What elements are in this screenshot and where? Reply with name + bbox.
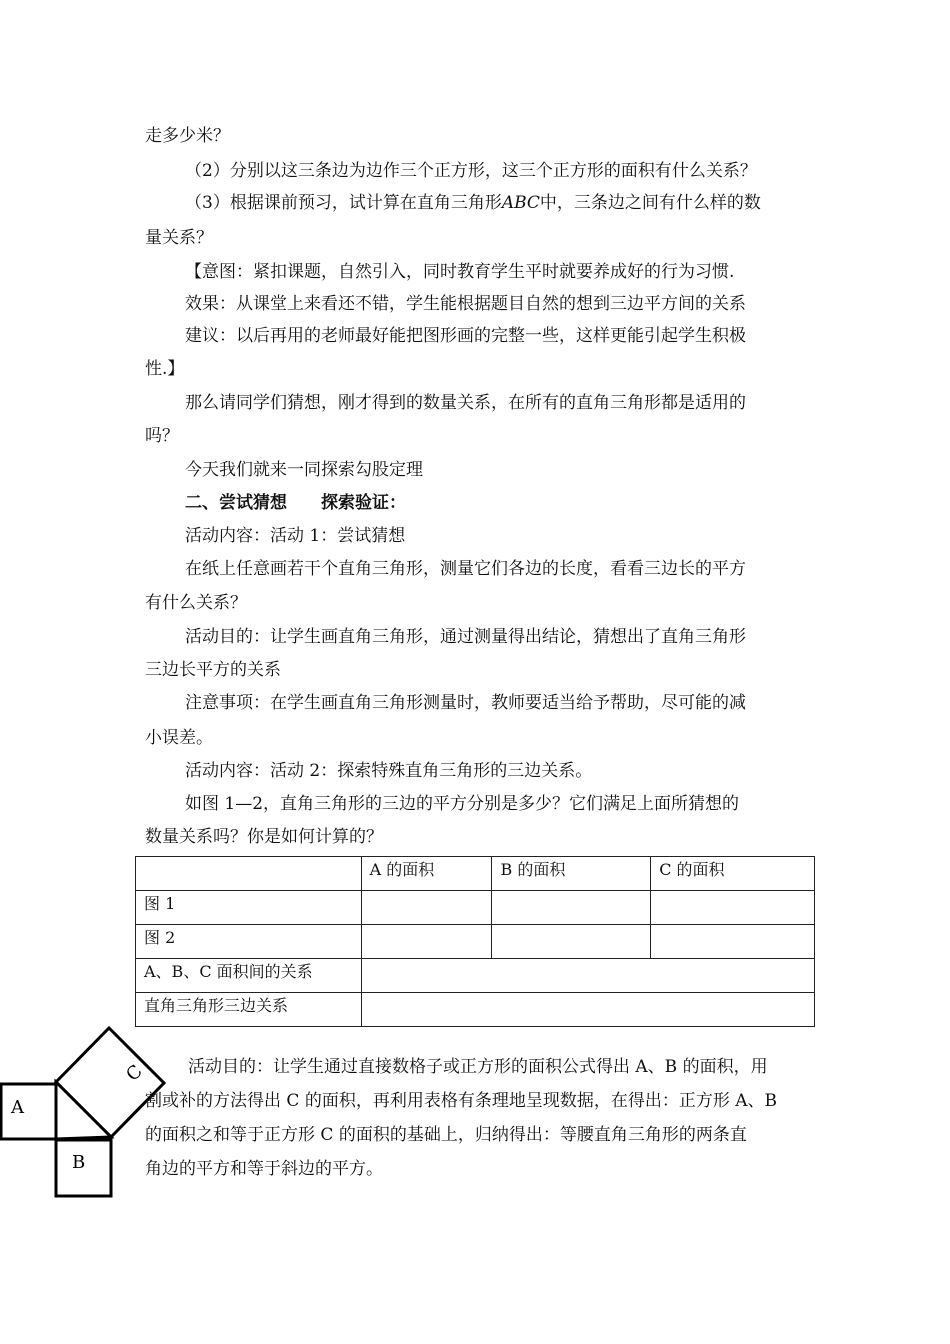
text-line: 今天我们就来一同探索勾股定理: [185, 460, 423, 480]
label-b: B: [72, 1152, 86, 1173]
table-row-label: 图 2: [136, 925, 362, 959]
text-line: 那么请同学们猜想，刚才得到的数量关系，在所有的直角三角形都是适用的: [185, 393, 746, 413]
label-a: A: [11, 1097, 24, 1118]
text-line: 有什么关系？: [145, 593, 247, 613]
text-line: 性.】: [145, 359, 185, 379]
table-cell[interactable]: [361, 925, 492, 959]
text-line: 数量关系吗？你是如何计算的？: [145, 827, 383, 847]
table-row: [136, 891, 815, 925]
text-line: 在纸上任意画若干个直角三角形，测量它们各边的长度，看看三边长的平方: [185, 559, 746, 579]
table-cell[interactable]: [492, 891, 651, 925]
text-line: 效果：从课堂上来看还不错，学生能根据题目自然的想到三边平方间的关系: [185, 294, 746, 314]
text-line: 走多少米？: [145, 126, 230, 146]
text-line: 吗？: [145, 426, 179, 446]
square-a: [1, 1084, 56, 1139]
table-row: [136, 993, 815, 1027]
text-line: 建议：以后再用的老师最好能把图形画的完整一些，这样更能引起学生积极: [185, 326, 746, 346]
text-line: 割或补的方法得出 C 的面积，再利用表格有条理地呈现数据，在得出：正方形 A、B: [145, 1091, 777, 1111]
text-line: [185, 192, 761, 214]
table-row-label: 图 1: [136, 891, 362, 925]
text-line: 活动目的：让学生画直角三角形，通过测量得出结论，猜想出了直角三角形: [185, 627, 746, 647]
triangle-name: ABC: [501, 193, 540, 213]
table-header-cell: B 的面积: [492, 857, 651, 891]
table-header-cell: C 的面积: [651, 857, 815, 891]
section-heading: 二、尝试猜想 探索验证：: [185, 493, 406, 513]
table-row: [136, 925, 815, 959]
table-cell[interactable]: [492, 925, 651, 959]
label-c: C: [122, 1060, 147, 1086]
text-line: 活动内容：活动 2：探索特殊直角三角形的三边关系。: [185, 761, 593, 781]
pythagoras-squares-figure: [0, 1020, 170, 1210]
table-cell[interactable]: [361, 959, 814, 993]
text-span: 中，三条边之间有什么样的数: [539, 193, 761, 213]
text-line: 活动内容：活动 1：尝试猜想: [185, 526, 406, 546]
table-header-cell: A 的面积: [361, 857, 492, 891]
table-row-label: A、B、C 面积间的关系: [136, 959, 362, 993]
table-cell[interactable]: [651, 925, 815, 959]
text-line: 【意图：紧扣课题，自然引入，同时教育学生平时就要养成好的行为习惯.: [185, 262, 735, 282]
text-span: （3）根据课前预习，试计算在直角三角形: [185, 193, 502, 213]
table-row: [136, 959, 815, 993]
table-cell[interactable]: [361, 891, 492, 925]
table-row: [136, 857, 815, 891]
table-cell[interactable]: [651, 891, 815, 925]
text-line: 小误差。: [145, 728, 213, 748]
text-line: 活动目的：让学生通过直接数格子或正方形的面积公式得出 A、B 的面积，用: [188, 1057, 768, 1077]
text-line: 的面积之和等于正方形 C 的面积的基础上，归纳得出：等腰直角三角形的两条直: [145, 1125, 747, 1145]
text-line: 注意事项：在学生画直角三角形测量时，教师要适当给予帮助，尽可能的减: [185, 693, 746, 713]
table-row-label: 直角三角形三边关系: [136, 993, 362, 1027]
area-table: [135, 856, 815, 1027]
text-line: （2）分别以这三条边为边作三个正方形，这三个正方形的面积有什么关系？: [185, 161, 757, 181]
table-cell[interactable]: [361, 993, 814, 1027]
table-cell: [136, 857, 362, 891]
text-line: 量关系？: [145, 228, 213, 248]
text-line: 角边的平方和等于斜边的平方。: [145, 1159, 383, 1179]
text-line: 如图 1—2，直角三角形的三边的平方分别是多少？它们满足上面所猜想的: [185, 794, 740, 814]
text-line: 三边长平方的关系: [145, 660, 281, 680]
